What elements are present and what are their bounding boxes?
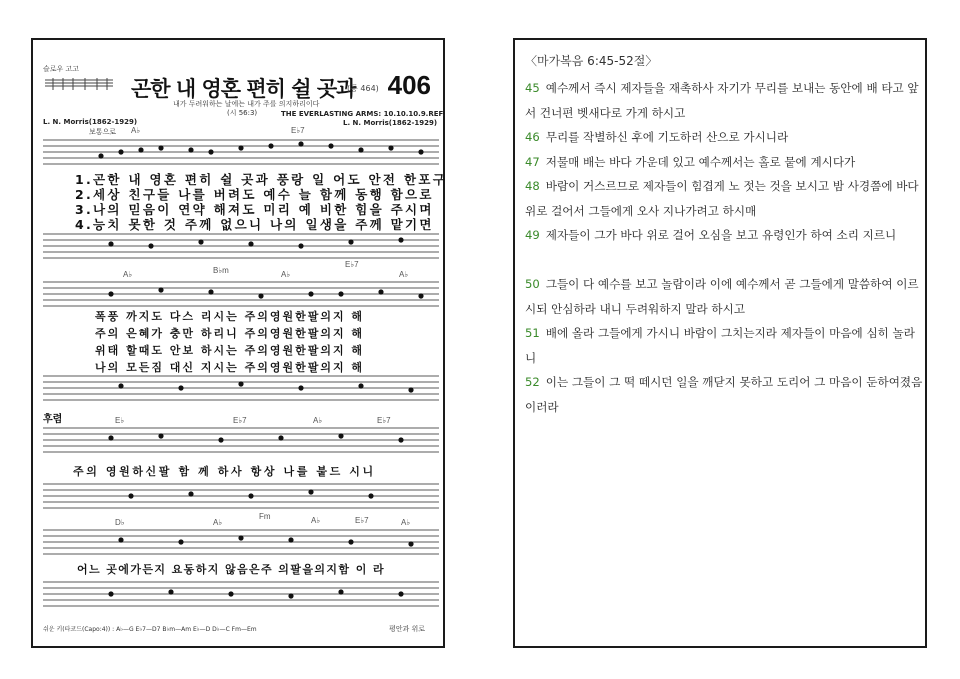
chord-label: E♭7 [355, 516, 369, 525]
verse-text: 바람이 거스르므로 제자들이 힘겹게 노 젓는 것을 보시고 밤 사경쯤에 바다 위로 걸어서 그들에게 오사 지나가려고 하시매 [525, 179, 919, 218]
hymn-tempo: 보통으로 [89, 128, 117, 136]
hymn-tune: THE EVERLASTING ARMS: 10.10.10.9.REF. [281, 110, 445, 118]
verse-45 [525, 76, 923, 125]
verse-number: 50 [525, 277, 540, 291]
chord-label: E♭7 [377, 416, 391, 425]
refrain-line-2: 어느 곳에가든지 요동하지 않음은주 의팔을의지함 이 라 [77, 563, 385, 576]
chord-label: A♭ [401, 518, 411, 527]
chord-label: A♭ [213, 518, 223, 527]
verse-47 [525, 150, 923, 175]
chord-label: A♭ [131, 126, 141, 135]
hymn-subtitle: 내가 두려워하는 날에는 내가 주를 의지하리이다 [173, 100, 320, 108]
music-staff [41, 372, 441, 408]
chord-label: A♭ [311, 516, 321, 525]
hymn-composer: L. N. Morris(1862-1929) [343, 119, 438, 127]
music-staff [41, 480, 441, 516]
verse-line-1a: 1.곤한 내 영혼 편히 쉴 곳과 풍랑 일 어도 안전 한포구 [75, 172, 448, 187]
verse-text: 저물매 배는 바다 가운데 있고 예수께서는 홀로 뭍에 계시다가 [545, 155, 856, 169]
easy-key-footer: 쉬운 키(타코드(Capo:4)) : A♭—G E♭7—D7 B♭m—Am E♭—D D♭—C Fm—Em [43, 626, 257, 633]
hymn-lyricist: L. N. Morris(1862-1929) [43, 118, 138, 126]
verse-line-2a: 2.세상 친구들 나를 버려도 예수 늘 함께 동행 함으로 [75, 187, 434, 202]
music-staff [41, 424, 441, 460]
verse-number: 46 [525, 130, 540, 144]
verse-number: 51 [525, 326, 540, 340]
verse-text: 제자들이 그가 바다 위로 걸어 오심을 보고 유령인가 하여 소리 지르니 [545, 228, 897, 242]
chord-label: E♭ [115, 416, 125, 425]
verse-number: 48 [525, 179, 540, 193]
verse-line-4b: 나의 모든짐 대신 지시는 주의영원한팔의지 해 [95, 361, 365, 374]
verse-line-1b: 폭풍 까지도 다스 리시는 주의영원한팔의지 해 [95, 310, 365, 323]
refrain-line-1: 주의 영원하신팔 함 께 하사 항상 나를 붙드 시니 [73, 465, 376, 478]
verse-line-3a: 3.나의 믿음이 연약 해져도 미리 예 비한 힘을 주시며 [75, 202, 434, 217]
verse-line-4a: 4.능치 못한 것 주께 없으니 나의 일생을 주께 맡기면 [75, 217, 434, 232]
verse-text: 무리를 작별하신 후에 기도하러 산으로 가시니라 [545, 130, 789, 144]
hymn-title: 곤한 내 영혼 편히 쉴 곳과 [131, 77, 356, 101]
chord-label: A♭ [281, 270, 291, 279]
verse-number: 47 [525, 155, 540, 169]
music-staff [41, 526, 441, 562]
chord-label: E♭7 [233, 416, 247, 425]
hymn-scripture-ref: (시 56:3) [227, 109, 258, 117]
verse-text: 배에 올라 그들에게 가시니 바람이 그치는지라 제자들이 마음에 심히 놀라니 [525, 326, 915, 365]
chord-label: Fm [259, 512, 271, 521]
verse-46 [525, 125, 923, 150]
hymn-category: 슬로우 고고 [43, 65, 80, 73]
verse-text: 이는 그들이 그 떡 떼시던 일을 깨닫지 못하고 도리어 그 마음이 둔하여졌음이러라 [525, 375, 923, 414]
verse-number: 52 [525, 375, 540, 389]
music-staff [41, 134, 441, 174]
chord-label: E♭7 [291, 126, 305, 135]
hymn-tongil-number: (통 464) [347, 84, 379, 93]
music-staff [41, 578, 441, 618]
chord-label: D♭ [115, 518, 125, 527]
verse-number: 45 [525, 81, 540, 95]
refrain-label: 후렴 [43, 414, 63, 425]
chord-label: A♭ [123, 270, 133, 279]
hymn-number: 406 [387, 70, 431, 100]
verse-52 [525, 370, 923, 419]
music-staff [41, 230, 441, 266]
verse-line-2b: 주의 은혜가 충만 하리니 주의영원한팔의지 해 [95, 327, 365, 340]
scripture-panel [513, 38, 927, 648]
hymn-sheet [31, 38, 448, 648]
chord-label: A♭ [313, 416, 323, 425]
verse-line-3b: 위태 할때도 안보 하시는 주의영원한팔의지 해 [95, 344, 365, 357]
verse-49 [525, 223, 923, 248]
verse-51 [525, 321, 923, 370]
hymn-footer-right: 평안과 위로 [389, 625, 426, 633]
rhythm-icon [43, 74, 115, 96]
chord-label: B♭m [213, 266, 229, 275]
verse-text: 예수께서 즉시 제자들을 재촉하사 자기가 무리를 보내는 동안에 배 타고 앞서 건너편 벳새다로 가게 하시고 [525, 81, 919, 120]
verse-48 [525, 174, 923, 223]
scripture-reference: 〈마가복음 6:45-52절〉 [525, 54, 658, 68]
chord-label: A♭ [399, 270, 409, 279]
verse-50 [525, 272, 923, 321]
chord-label: E♭7 [345, 260, 359, 269]
verse-number: 49 [525, 228, 540, 242]
verse-text: 그들이 다 예수를 보고 놀람이라 이에 예수께서 곧 그들에게 말씀하여 이르시되 안심하라 내니 두려워하지 말라 하시고 [525, 277, 919, 316]
